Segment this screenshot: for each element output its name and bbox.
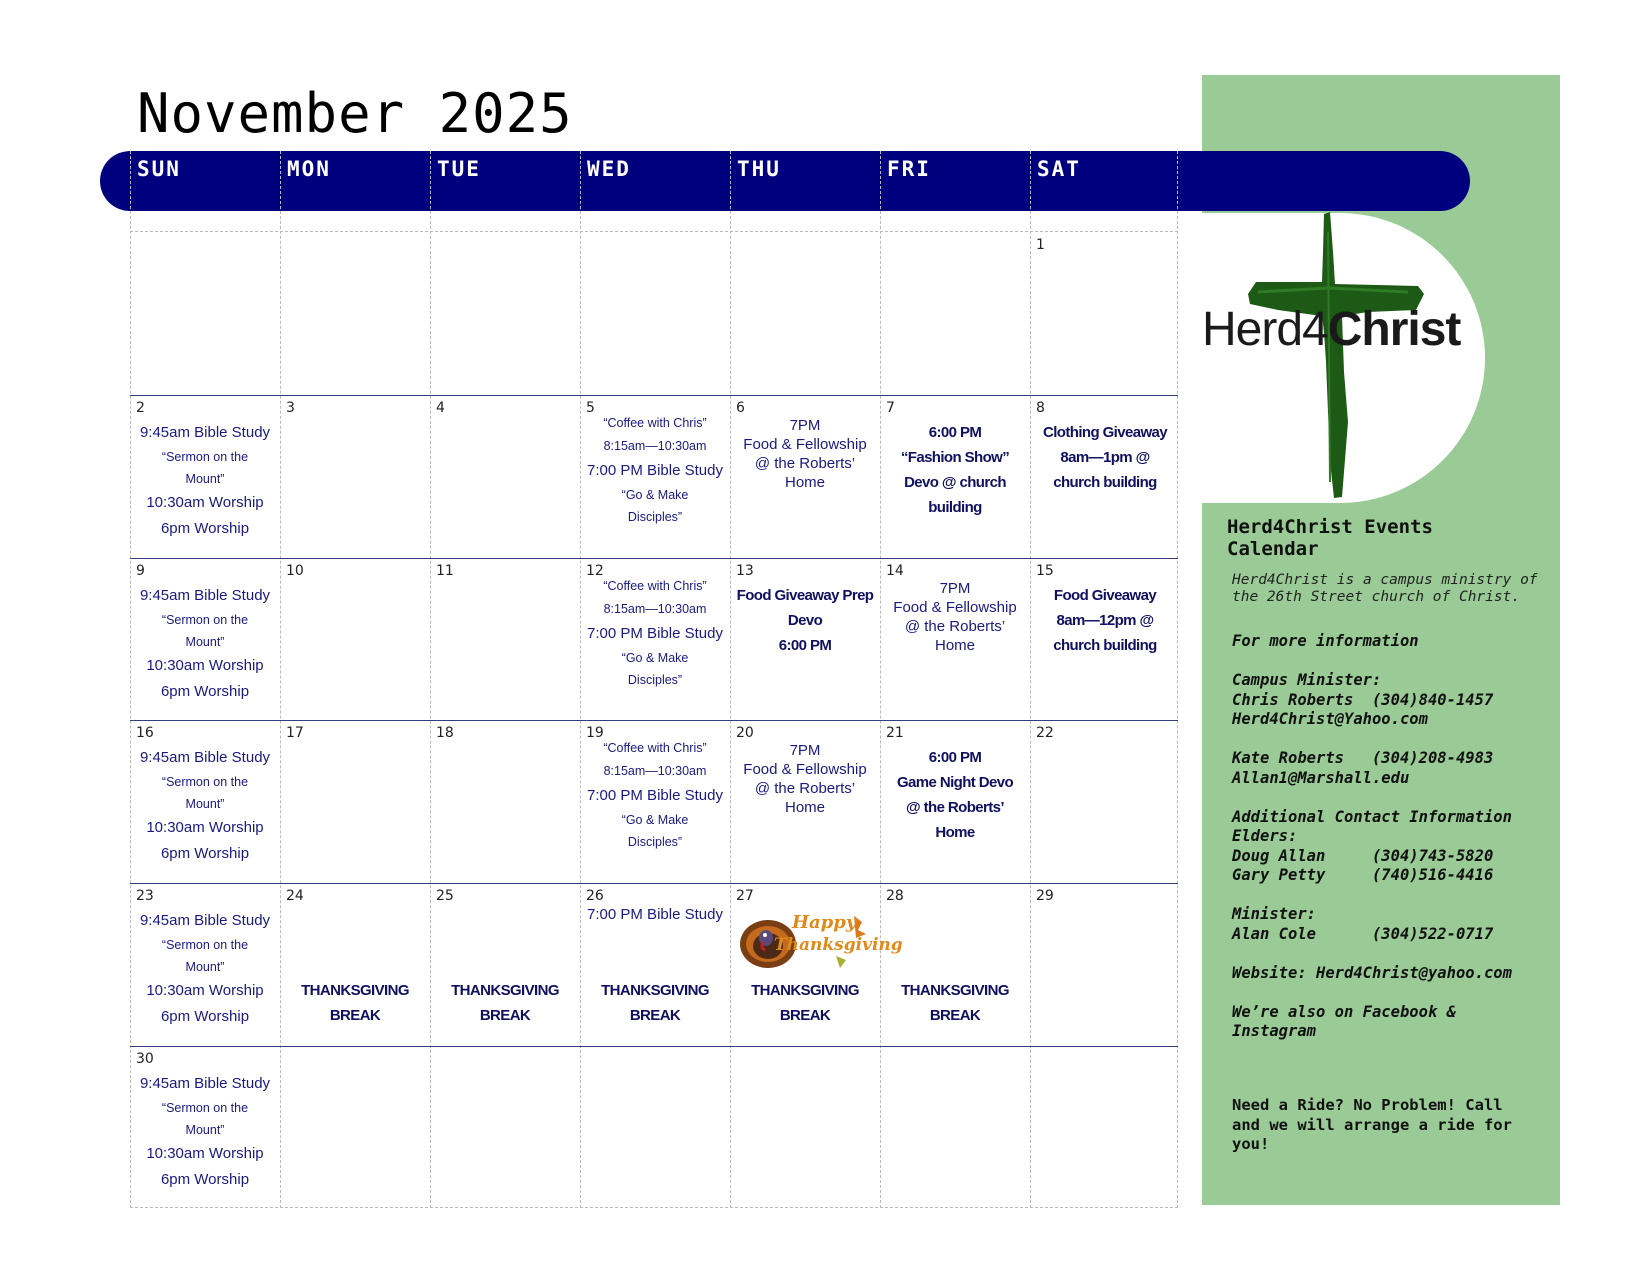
day-number: 18 (436, 725, 454, 741)
day-number: 16 (136, 725, 154, 741)
page-title: November 2025 (137, 82, 573, 145)
cross-logo-icon (1238, 212, 1438, 502)
day-number: 2 (136, 400, 145, 416)
day-cell-23[interactable] (130, 882, 280, 1044)
food-fellowship-event: 7PM Food & Fellowship @ the Roberts’ Home (893, 580, 1017, 654)
day-number: 10 (286, 563, 304, 579)
weekday-sun: SUN (137, 157, 181, 181)
day-number: 4 (436, 400, 445, 416)
day-number: 21 (886, 725, 904, 741)
day-number: 29 (1036, 888, 1054, 904)
day-cell-22[interactable] (1030, 719, 1180, 881)
food-fellowship-event: 7PM Food & Fellowship @ the Roberts’ Home (743, 742, 867, 816)
wednesday-events: “Coffee with Chris” 8:15am—10:30am 7:00 PM Bible Study “Go & Make Disciples” (587, 741, 723, 849)
day-cell-28[interactable] (880, 882, 1030, 1044)
clothing-giveaway-event: Clothing Giveaway 8am—1pm @ church building (1043, 424, 1167, 491)
day-cell-5[interactable] (580, 394, 730, 556)
sidebar-ride-note: Need a Ride? No Problem! Call and we will arrange a ride for you! (1232, 1096, 1512, 1153)
day-cell-25[interactable] (430, 882, 580, 1044)
day-cell-12[interactable] (580, 557, 730, 719)
happy-thanksgiving-art: Happy Thanksgiving (774, 912, 903, 955)
day-cell-3[interactable] (280, 394, 430, 556)
weekday-wed: WED (587, 157, 631, 181)
day-number: 5 (586, 400, 595, 416)
day-number: 27 (736, 888, 754, 904)
day-number: 13 (736, 563, 754, 579)
day-number: 15 (1036, 563, 1054, 579)
day-cell-11[interactable] (430, 557, 580, 719)
day-number: 3 (286, 400, 295, 416)
sunday-events: 9:45am Bible Study “Sermon on the Mount” 10:30am Worship 6pm Worship (139, 587, 271, 700)
day-number: 30 (136, 1051, 154, 1067)
thanksgiving-break-label: THANKSGIVING BREAK (601, 982, 709, 1024)
day-cell-13[interactable] (730, 557, 880, 719)
food-giveaway-event: Food Giveaway 8am—12pm @ church building (1053, 587, 1157, 654)
logo-wordmark: Herd4Christ (1202, 303, 1461, 356)
fashion-show-event: 6:00 PM “Fashion Show” Devo @ church building (900, 424, 1010, 516)
sidebar-description: Herd4Christ is a campus ministry of the 26th Street church of Christ. (1232, 572, 1538, 605)
day-cell-9[interactable] (130, 557, 280, 719)
weekday-thu: THU (737, 157, 781, 181)
day-cell-19[interactable] (580, 719, 730, 881)
weekday-fri: FRI (887, 157, 931, 181)
day-number: 20 (736, 725, 754, 741)
thanksgiving-break-label: THANKSGIVING BREAK (901, 982, 1009, 1024)
day-cell-15[interactable] (1030, 557, 1180, 719)
day-number: 11 (436, 563, 454, 579)
day-number: 12 (586, 563, 604, 579)
thanksgiving-break-label: THANKSGIVING BREAK (751, 982, 859, 1024)
day-number: 19 (586, 725, 604, 741)
day-cell-17[interactable] (280, 719, 430, 881)
day-cell-2[interactable] (130, 394, 280, 556)
day-number: 25 (436, 888, 454, 904)
day-cell-29[interactable] (1030, 882, 1180, 1044)
sidebar-contact-info: For more information Campus Minister: Chris Roberts (304)840-1457 Herd4Christ@Yahoo.com Kate Roberts (304)208-4983 Allan1@Marshall.edu Additional Contact Information Elders: Doug Allan (304)743-5820 Gary Petty (740)516-4416 Minister: Alan Cole (304)522-0717 Website: Herd4Christ@yahoo.com We’re also on Facebook & Instagram (1232, 632, 1512, 1040)
sunday-events: 9:45am Bible Study “Sermon on the Mount” 10:30am Worship 6pm Worship (139, 912, 271, 1025)
sunday-events: 9:45am Bible Study “Sermon on the Mount” 10:30am Worship 6pm Worship (139, 424, 271, 537)
weekday-sat: SAT (1037, 157, 1081, 181)
day-number: 9 (136, 563, 145, 579)
day-number: 23 (136, 888, 154, 904)
wednesday-bible-study: 7:00 PM Bible Study (587, 906, 723, 923)
day-number: 24 (286, 888, 304, 904)
sidebar-title: Herd4Christ Events Calendar (1227, 516, 1433, 560)
day-cell-4[interactable] (430, 394, 580, 556)
day-number: 1 (1036, 237, 1045, 253)
sunday-events: 9:45am Bible Study “Sermon on the Mount” 10:30am Worship 6pm Worship (139, 1075, 271, 1188)
day-number: 17 (286, 725, 304, 741)
day-number: 8 (1036, 400, 1045, 416)
day-cell-14[interactable] (880, 557, 1030, 719)
day-cell-8[interactable] (1030, 394, 1180, 556)
wednesday-events: “Coffee with Chris” 8:15am—10:30am 7:00 PM Bible Study “Go & Make Disciples” (587, 579, 723, 687)
day-number: 7 (886, 400, 895, 416)
day-cell-21[interactable] (880, 719, 1030, 881)
day-cell-20[interactable] (730, 719, 880, 881)
weekday-tue: TUE (437, 157, 481, 181)
day-cell-1[interactable] (1030, 231, 1180, 393)
day-cell-30[interactable] (130, 1045, 280, 1207)
day-cell-7[interactable] (880, 394, 1030, 556)
food-fellowship-event: 7PM Food & Fellowship @ the Roberts’ Home (743, 417, 867, 491)
day-number: 26 (586, 888, 604, 904)
wednesday-events: “Coffee with Chris” 8:15am—10:30am 7:00 PM Bible Study “Go & Make Disciples” (587, 416, 723, 524)
day-cell-26[interactable] (580, 882, 730, 1044)
day-cell-24[interactable] (280, 882, 430, 1044)
day-cell-16[interactable] (130, 719, 280, 881)
food-giveaway-prep-event: Food Giveaway Prep Devo 6:00 PM (736, 587, 874, 654)
thanksgiving-break-label: THANKSGIVING BREAK (451, 982, 559, 1024)
day-cell-6[interactable] (730, 394, 880, 556)
day-number: 22 (1036, 725, 1054, 741)
day-cell-10[interactable] (280, 557, 430, 719)
sunday-events: 9:45am Bible Study “Sermon on the Mount” 10:30am Worship 6pm Worship (139, 749, 271, 862)
thanksgiving-break-label: THANKSGIVING BREAK (301, 982, 409, 1024)
day-number: 28 (886, 888, 904, 904)
game-night-event: 6:00 PM Game Night Devo @ the Roberts’ Home (896, 749, 1014, 841)
day-number: 14 (886, 563, 904, 579)
day-number: 6 (736, 400, 745, 416)
weekday-mon: MON (287, 157, 331, 181)
day-cell-18[interactable] (430, 719, 580, 881)
